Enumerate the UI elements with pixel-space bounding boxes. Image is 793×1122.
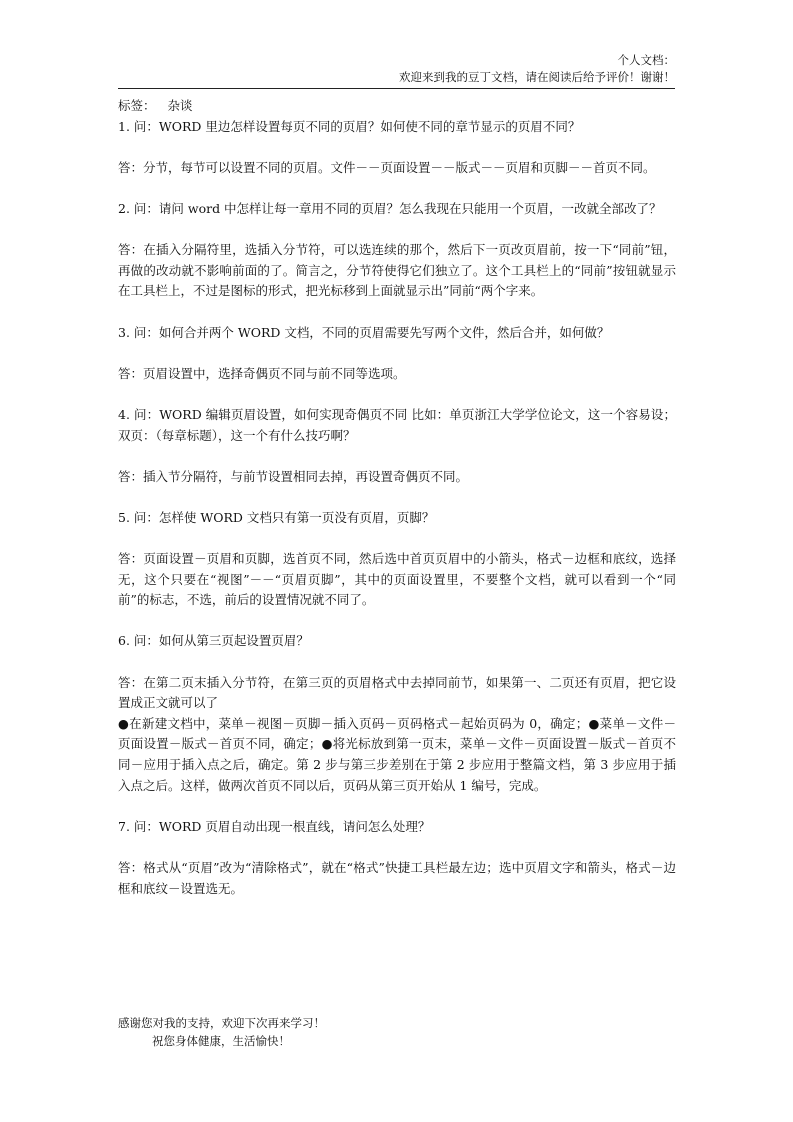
paragraph: 答：分节，每节可以设置不同的页眉。文件－－页面设置－－版式－－页眉和页脚－－首页不同。	[118, 159, 656, 175]
paragraph: 4. 问：WORD 编辑页眉设置，如何实现奇偶页不同 比如：单页浙江大学学位论文，这一个容易设；双页：（每章标题），这一个有什么技巧啊？	[118, 406, 676, 443]
paragraph-spacer	[118, 446, 676, 467]
paragraph: 答：在插入分隔符里，选插入分节符，可以选连续的那个，然后下一页改页眉前，按一下“同前”钮，再做的改动就不影响前面的了。简言之，分节符使得它们独立了。这个工具栏上的“同前”按钮就显示在工具栏上，不过是图标的形式，把光标移到上面就显示出”同前“两个字来。	[118, 242, 676, 299]
footer-wishes: 祝您身体健康，生活愉快！	[152, 1034, 290, 1048]
paragraph-spacer	[118, 384, 676, 405]
paragraph-spacer	[118, 837, 676, 858]
paragraph-spacer	[118, 220, 676, 241]
tags-label: 标签：	[118, 98, 156, 113]
paragraph: 答：页面设置－页眉和页脚，选首页不同，然后选中首页页眉中的小箭头，格式－边框和底纹，选择无，这个只要在“视图”－－“页眉页脚”，其中的页面设置里，不要整个文档，就可以看到一个“同前”的标志，不选，前后的设置情况就不同了。	[118, 551, 676, 608]
paragraph: 3. 问：如何合并两个 WORD 文档，不同的页眉需要先写两个文件，然后合并，如何做？	[118, 324, 610, 340]
paragraph-spacer	[118, 652, 676, 673]
document-body	[118, 96, 676, 899]
paragraph: 7. 问：WORD 页眉自动出现一根直线，请问怎么处理？	[118, 818, 431, 834]
paragraph-spacer	[118, 178, 676, 199]
page-header	[399, 52, 675, 86]
paragraph-spacer	[118, 796, 676, 817]
paragraph: 答：格式从“页眉”改为“清除格式”，就在“格式”快捷工具栏最左边；选中页眉文字和箭头，格式－边框和底纹－设置选无。	[118, 859, 676, 896]
paragraph: ●在新建文档中，菜单－视图－页脚－插入页码－页码格式－起始页码为 0，确定；●菜单－文件－页面设置－版式－首页不同，确定；●将光标放到第一页末，菜单－文件－页面设置－版式－首页不同－应用于插入点之后，确定。第 2 步与第三步差别在于第 2 步应用于整篇文档，第 3 步应用于插入点之后。这样，做两次首页不同以后，页码从第三页开始从 1 编号，完成。	[118, 715, 676, 793]
paragraph: 答：在第二页末插入分节符，在第三页的页眉格式中去掉同前节，如果第一、二页还有页眉，把它设置成正文就可以了	[118, 674, 676, 711]
paragraph: 2. 问：请问 word 中怎样让每一章用不同的页眉？怎么我现在只能用一个页眉，一改就全部改了？	[118, 200, 662, 216]
paragraph-spacer	[118, 487, 676, 508]
page-footer	[118, 1014, 325, 1050]
paragraph: 答：页眉设置中，选择奇偶页不同与前不同等选项。	[118, 365, 406, 381]
header-doc-label: 个人文档：	[617, 53, 675, 67]
paragraph: 1. 问：WORD 里边怎样设置每页不同的页眉？如何使不同的章节显示的页眉不同？	[118, 118, 581, 134]
header-divider	[118, 88, 675, 89]
paragraph: 5. 问：怎样使 WORD 文档只有第一页没有页眉，页脚？	[118, 509, 435, 525]
paragraph-spacer	[118, 302, 676, 323]
paragraph: 答：插入节分隔符，与前节设置相同去掉，再设置奇偶页不同。	[118, 468, 469, 484]
tags-line	[118, 96, 676, 117]
paragraph: 6. 问：如何从第三页起设置页眉？	[118, 633, 309, 649]
paragraph-spacer	[118, 343, 676, 364]
paragraph-spacer	[118, 528, 676, 549]
paragraph-spacer	[118, 137, 676, 158]
header-welcome-text: 欢迎来到我的豆丁文档，请在阅读后给予评价！谢谢！	[399, 70, 675, 84]
paragraph-spacer	[118, 611, 676, 632]
footer-thanks: 感谢您对我的支持，欢迎下次再来学习！	[118, 1016, 325, 1030]
tags-value: 杂谈	[167, 98, 193, 113]
